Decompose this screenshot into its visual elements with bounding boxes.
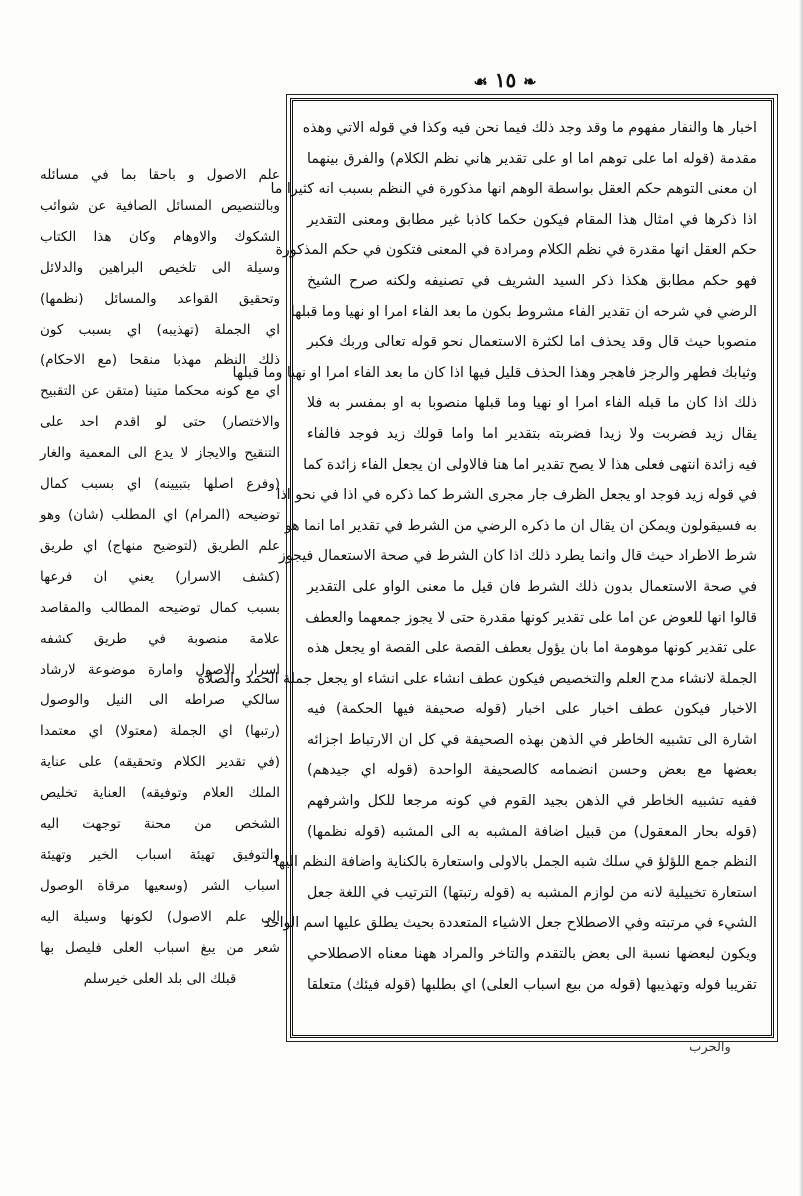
main-text-line: في صحة الاستعمال بدون ذلك الشرط فان قيل ما معنى الواو على التقدير [307, 578, 757, 595]
margin-text-line: (رتبها) اي الجملة (معتولا) اي معتمدا [40, 723, 280, 740]
main-text-line: الرضي في شرحه ان تقدير الفاء مشروط بكون ما بعد الفاء امرا او نهيا وما قبلها [290, 303, 757, 320]
left-ornament: ❧ [523, 72, 537, 91]
margin-text-line: توضيحه (المرام) اي المطلب (شان) وهو [40, 506, 280, 523]
scan-edge-shadow [799, 0, 803, 1196]
main-text-line: النظم جمع اللؤلؤ في سلك شبه الجمل بالاولى واستعارة بالكناية واضافة النظم اليها [274, 854, 757, 871]
page-number-text: ١٥ [494, 68, 517, 92]
main-text-line: الجملة لانشاء مدح العلم والتخصيص فيكون عطف انشاء على انشاء او يجعل جملة الحمد والصلاة [197, 670, 757, 687]
margin-text-line: وسيلة الى تلخيص البراهين والدلائل [40, 259, 280, 276]
right-ornament: ☙ [473, 72, 488, 91]
main-text-line: وثيابك فطهر والرجز فاهجر وهذا الحذف قليل فيها اذا كان ما بعد الفاء امرا او نهيا وما قبلها [232, 364, 757, 381]
main-text-line: فهو حكم مطابق هكذا ذكر السيد الشريف في تصنيفه ولكنه صرح الشيخ [307, 272, 757, 289]
margin-text-line: علامة منصوبة في طريق كشفه [40, 630, 280, 647]
main-text-line: مقدمة (قوله اما على توهم اما او على تقدير هاني نظم الكلام) والفرق بينهما [307, 150, 757, 167]
main-text-line: في قوله زيد فوجد او يجعل الظرف جار مجرى الشرط كما ذكره في اذا في نحو اذا [276, 487, 757, 504]
main-text-line: اذا ذكرها في امثال هذا المقام فيكون حكما كاذبا غير مطابق ومعنى التقدير [307, 211, 757, 228]
margin-text-line: (وفرع اصلها بتبيينه) اي بسبب كمال [40, 476, 280, 493]
main-text-line: ففيه تشبيه الخاطر في الذهن بجيد القوم في كونه مرجعا للكل واشرفهم [307, 793, 757, 810]
main-text-line: قالوا انها للعوض عن اما على تقدير كونها مقدرة حتى لا يجوز جمعهما والعطف [305, 609, 757, 626]
margin-text-line: اسباب الشر (وسعيها مرقاة الوصول [40, 877, 280, 894]
margin-text-line: الى علم الاصول) لكونها وسيلة اليه [40, 908, 280, 925]
margin-commentary [40, 160, 280, 990]
margin-text-line: (كشف الاسرار) يعني ان فرعها [40, 568, 280, 585]
main-text-line: حكم العقل انها مقدرة في نظم الكلام ومرادة في المعنى فتكون في حكم المذكورة [275, 242, 757, 259]
margin-text-line: وبالتنصيص المسائل الصافية عن شوائب [40, 197, 280, 214]
main-text-line: الشيء في مرتبته وفي الاصطلاح جعل الاشياء المتعددة بحيث يطلق عليها اسم الواحد [263, 915, 757, 932]
main-text-line: ويكون لبعضها نسبة الى بعض بالتقدم والتاخر والمراد ههنا معناه الاصطلاحي [307, 946, 757, 963]
main-text-line: فيه زائدة انتهى فعلى هذا لا يصح تقدير اما هنا فالاولى ان يجعل الفاء زائدة كما [303, 456, 757, 473]
page-number [470, 66, 540, 94]
margin-text-line: والاختصار) حتى لو اقدم احد على [40, 414, 280, 431]
main-text-line: يقال زيد فضربت ولا زيدا فضربته بتقدير اما واما قولك زيد فوجد فالفاء [307, 425, 757, 442]
margin-text-line: والتوفيق تهيئة اسباب الخير وتهيئة [40, 846, 280, 863]
main-text-line: (قوله بحار المعقول) من قبيل اضافة المشبه به الى المشبه (قوله نظمها) [307, 823, 757, 840]
main-text-line: على تقدير كونها موهومة اما بان يؤول بعطف القصة على القصة او يجعل هذه [307, 640, 757, 657]
main-text-line: به فسيقولون ويمكن ان يقال ان ما ذكره الرضي من الشرط في تقدير اما انما هو [284, 517, 757, 534]
margin-text-line: الشخص من محنة توجهت اليه [40, 816, 280, 833]
margin-text-line: الشكوك والاوهام وكان هذا الكتاب [40, 228, 280, 245]
margin-text-line: التنقيح والايجاز لا يدع الى المعمية والغار [40, 445, 280, 462]
margin-text-line: اسرار الاصول وامارة موضوعة لارشاد [40, 661, 280, 678]
margin-text-line: قبلك الى بلد العلى خيرسلم [83, 970, 237, 987]
margin-text-line: علم الاصول و باحقا بما في مسائله [40, 167, 280, 183]
main-text-body [197, 113, 757, 1025]
main-text-line: بعضها مع بعض وحسن انضمامه كالصحيفة الواحدة (قوله اي جيدهم) [307, 762, 757, 779]
main-text-line: اشارة الى تشبيه الخاطر في الذهن بهذه الصحيفة في كل ان الارتباط اجزائه [307, 731, 757, 748]
margin-text-line: (في تقدير الكلام وتحقيقه) على عناية [40, 754, 280, 771]
main-text-line: استعارة تخييلية لانه من لوازم المشبه به (قوله رتبتها) الترتيب في اللغة جعل [307, 884, 757, 901]
margin-text-line: ذلك النظم مهذبا منقحا (مع الاحكام) [40, 352, 280, 369]
main-text-line: اخبار ها والنفار مفهوم ما وقد وجد ذلك فيما نحن فيه وكذا في قوله الاتي وهذه [302, 120, 757, 136]
margin-text-line: اي مع كونه محكما متينا (متقن عن التقبيح [40, 383, 280, 400]
main-text-line: ان معنى التوهم حكم العقل بواسطة الوهم انها مذكورة في النظم بسبب انه كثيرا ما [270, 181, 757, 198]
margin-text-line: وتحقيق القواعد والمسائل (نظمها) [40, 290, 280, 307]
margin-text-line: الملك العلام وتوفيقه) العناية تخليص [40, 785, 280, 802]
margin-text-line: بسبب كمال توضيحه المطالب والمقاصد [40, 599, 280, 616]
main-text-line: ذلك اذا كان ما قبله الفاء امرا او نهيا وما قبلها منصوبا به او بمفسر به فلا [307, 395, 757, 412]
main-text-line: تقريبا فوله وتهذيبها (قوله من بيع اسباب العلى) اي بطلبها (قوله فيئك) متعلقا [307, 976, 757, 993]
margin-text-line: شعر من يبغ اسباب العلى فليصل بها [40, 939, 280, 956]
main-text-line: منصوبا حيث قال وقد يحذف اما لكثرة الاستعمال نحو قوله تعالى وربك فكبر [307, 334, 757, 351]
margin-text-line: سالكي صراطه الى النيل والوصول [40, 692, 280, 709]
margin-text-line: اي الجملة (تهذيبه) اي بسبب كون [40, 321, 280, 338]
main-text-frame [197, 98, 774, 1038]
margin-text-line: علم الطريق (لتوضيح منهاج) اي طريق [40, 537, 280, 554]
main-text-line: الاخبار فيكون عطف اخبار على اخبار (قوله صحيفة فيها الحكمة) فيه [307, 701, 757, 718]
main-text-line: شرط الاطراد حيث قال وانما يطرد ذلك اذا كان الشرط في صحة الاستعمال فيجوز [278, 548, 757, 565]
catchword: والحرب [689, 1040, 731, 1055]
